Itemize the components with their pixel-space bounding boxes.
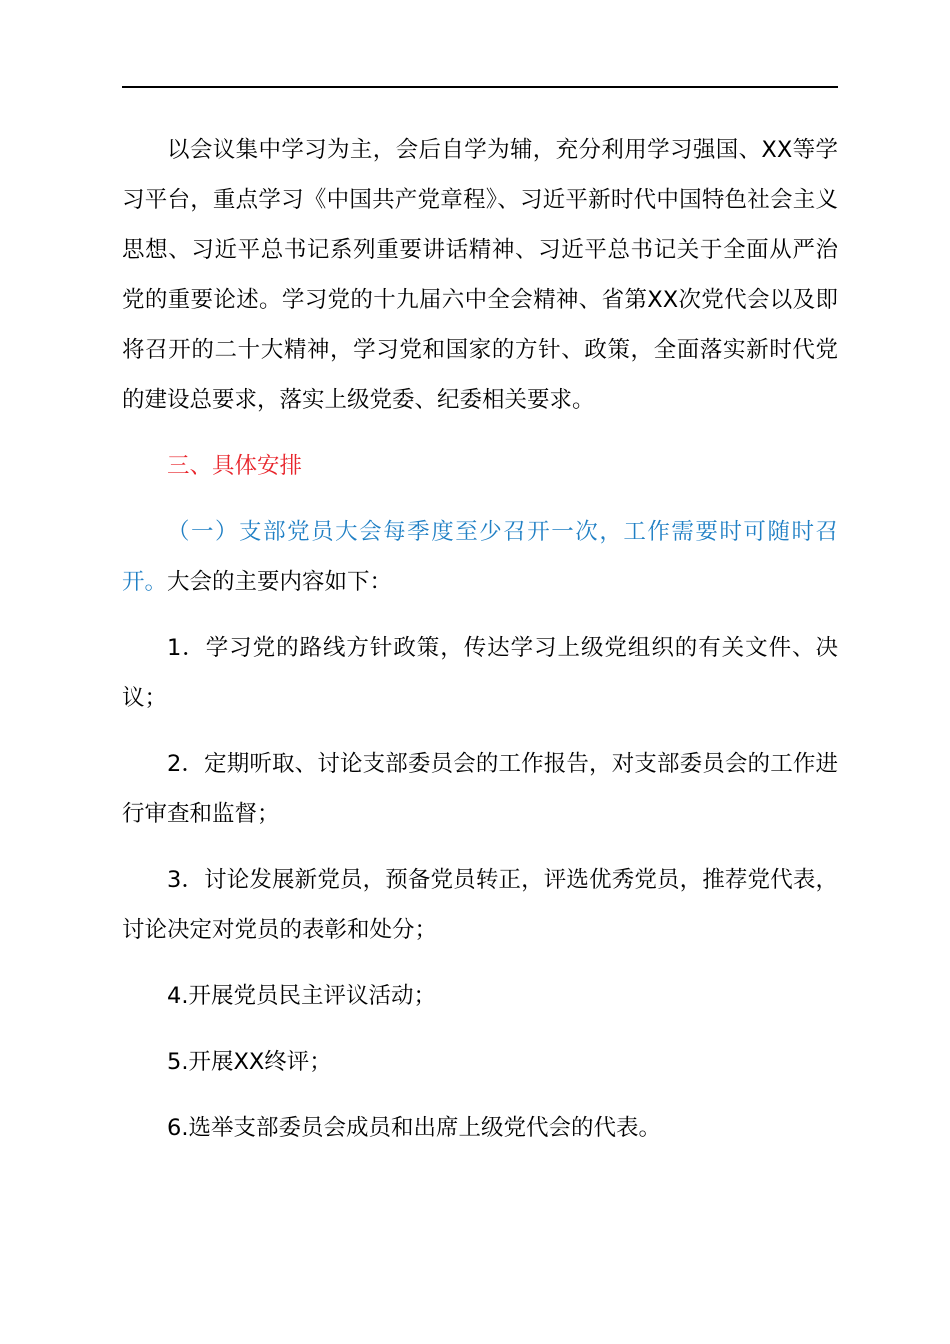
section-heading: 三、具体安排 bbox=[167, 453, 303, 479]
subsection-paragraph bbox=[122, 507, 838, 607]
document-body bbox=[122, 125, 838, 1153]
list-item-2: 2．定期听取、讨论支部委员会的工作报告，对支部委员会的工作进行审查和监督； bbox=[122, 751, 838, 827]
list-item-6: 6.选举支部委员会成员和出席上级党代会的代表。 bbox=[167, 1115, 661, 1141]
subsection-tail: 大会的主要内容如下： bbox=[167, 569, 393, 595]
list-item-4: 4.开展党员民主评议活动； bbox=[167, 983, 436, 1009]
list-item-1: 1．学习党的路线方针政策，传达学习上级党组织的有关文件、决议； bbox=[122, 635, 838, 711]
intro-paragraph: 以会议集中学习为主，会后自学为辅，充分利用学习强国、XX等学习平台，重点学习《中国共产党章程》、习近平新时代中国特色社会主义思想、习近平总书记系列重要讲话精神、习近平总书记关于全面从严治党的重要论述。学习党的十九届六中全会精神、省第XX次党代会以及即将召开的二十大精神，学习党和国家的方针、政策，全面落实新时代党的建设总要求，落实上级党委、纪委相关要求。 bbox=[122, 137, 838, 413]
subsection-heading: （一）支部党员大会每季度至少召开一次，工作需要时可随时召开。 bbox=[122, 519, 838, 595]
list-item-3: 3．讨论发展新党员，预备党员转正，评选优秀党员，推荐党代表，讨论决定对党员的表彰和处分； bbox=[122, 867, 838, 943]
header-rule bbox=[122, 86, 838, 88]
list-item-5: 5.开展XX终评； bbox=[167, 1049, 332, 1075]
